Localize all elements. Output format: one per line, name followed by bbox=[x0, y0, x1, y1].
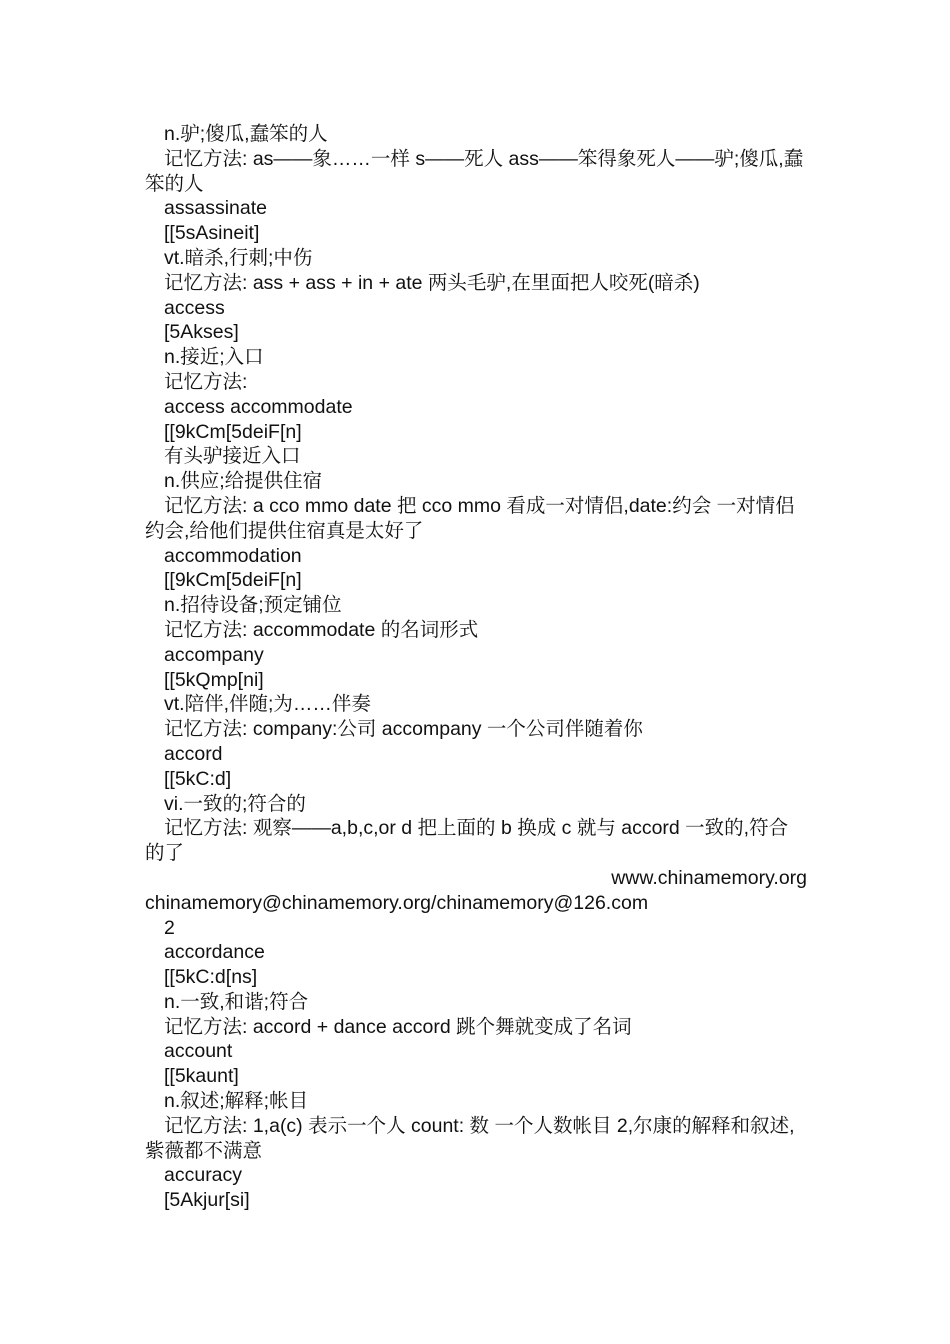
text-line: n.供应;给提供住宿 bbox=[164, 470, 323, 493]
text-line: 记忆方法: 观察——a,b,c,or d 把上面的 b 换成 c 就与 accord 一致的,符合的了 bbox=[145, 817, 789, 865]
text-line: account bbox=[164, 1040, 233, 1063]
text-line: 记忆方法: as——象……一样 s——死人 ass——笨得象死人——驴;傻瓜,蠢笨的人 bbox=[145, 147, 804, 195]
text-line: 记忆方法: a cco mmo date 把 cco mmo 看成一对情侣,date:约会 一对情侣约会,给他们提供住宿真是太好了 bbox=[145, 494, 795, 542]
text-line: accord bbox=[164, 742, 223, 765]
text-line: vi.一致的;符合的 bbox=[164, 792, 306, 815]
text-line: 记忆方法: company:公司 accompany 一个公司伴随着你 bbox=[164, 718, 643, 741]
text-line: access bbox=[164, 296, 225, 319]
text-line: [[5kC:d] bbox=[164, 767, 232, 790]
text-line: [[5sAsineit] bbox=[164, 222, 260, 245]
text-line: 记忆方法: accord + dance accord 跳个舞就变成了名词 bbox=[164, 1015, 632, 1038]
text-line: [5Akjur[si] bbox=[164, 1189, 250, 1212]
page-number: 2 bbox=[164, 916, 175, 939]
document-page bbox=[145, 122, 807, 1213]
text-line: 记忆方法: accommodate 的名词形式 bbox=[164, 618, 479, 641]
text-line: vt.暗杀,行刺;中伤 bbox=[164, 246, 313, 269]
text-line: n.招待设备;预定铺位 bbox=[164, 594, 342, 617]
text-line: 有头驴接近入口 bbox=[164, 445, 301, 468]
text-line: vt.陪伴,伴随;为……伴奏 bbox=[164, 693, 371, 716]
text-line: [[5kaunt] bbox=[164, 1065, 239, 1088]
text-line: [5Akses] bbox=[164, 321, 239, 344]
text-line: [[5kQmp[ni] bbox=[164, 668, 264, 691]
text-line: accordance bbox=[164, 941, 265, 964]
text-line: accuracy bbox=[164, 1164, 243, 1187]
text-line: accommodation bbox=[164, 544, 302, 567]
text-line: 记忆方法: ass + ass + in + ate 两头毛驴,在里面把人咬死(暗杀) bbox=[164, 271, 700, 294]
text-line: n.驴;傻瓜,蠢笨的人 bbox=[164, 123, 328, 145]
text-line: 记忆方法: bbox=[164, 370, 248, 393]
text-line: [[9kCm[5deiF[n] bbox=[164, 420, 302, 443]
text-line: n.接近;入口 bbox=[164, 346, 264, 369]
text-line: n.一致,和谐;符合 bbox=[164, 990, 309, 1013]
footer-website[interactable]: www.chinamemory.org bbox=[611, 866, 807, 889]
text-line: n.叙述;解释;帐目 bbox=[164, 1090, 309, 1113]
text-line: accompany bbox=[164, 643, 264, 666]
text-line: assassinate bbox=[164, 197, 267, 220]
text-line: 记忆方法: 1,a(c) 表示一个人 count: 数 一个人数帐目 2,尔康的解释和叙述,紫薇都不满意 bbox=[145, 1114, 795, 1162]
text-line: access accommodate bbox=[164, 395, 353, 418]
text-line: [[5kC:d[ns] bbox=[164, 966, 258, 989]
footer-emails: chinamemory@chinamemory.org/chinamemory@126.com bbox=[145, 891, 649, 914]
text-line: [[9kCm[5deiF[n] bbox=[164, 569, 302, 592]
